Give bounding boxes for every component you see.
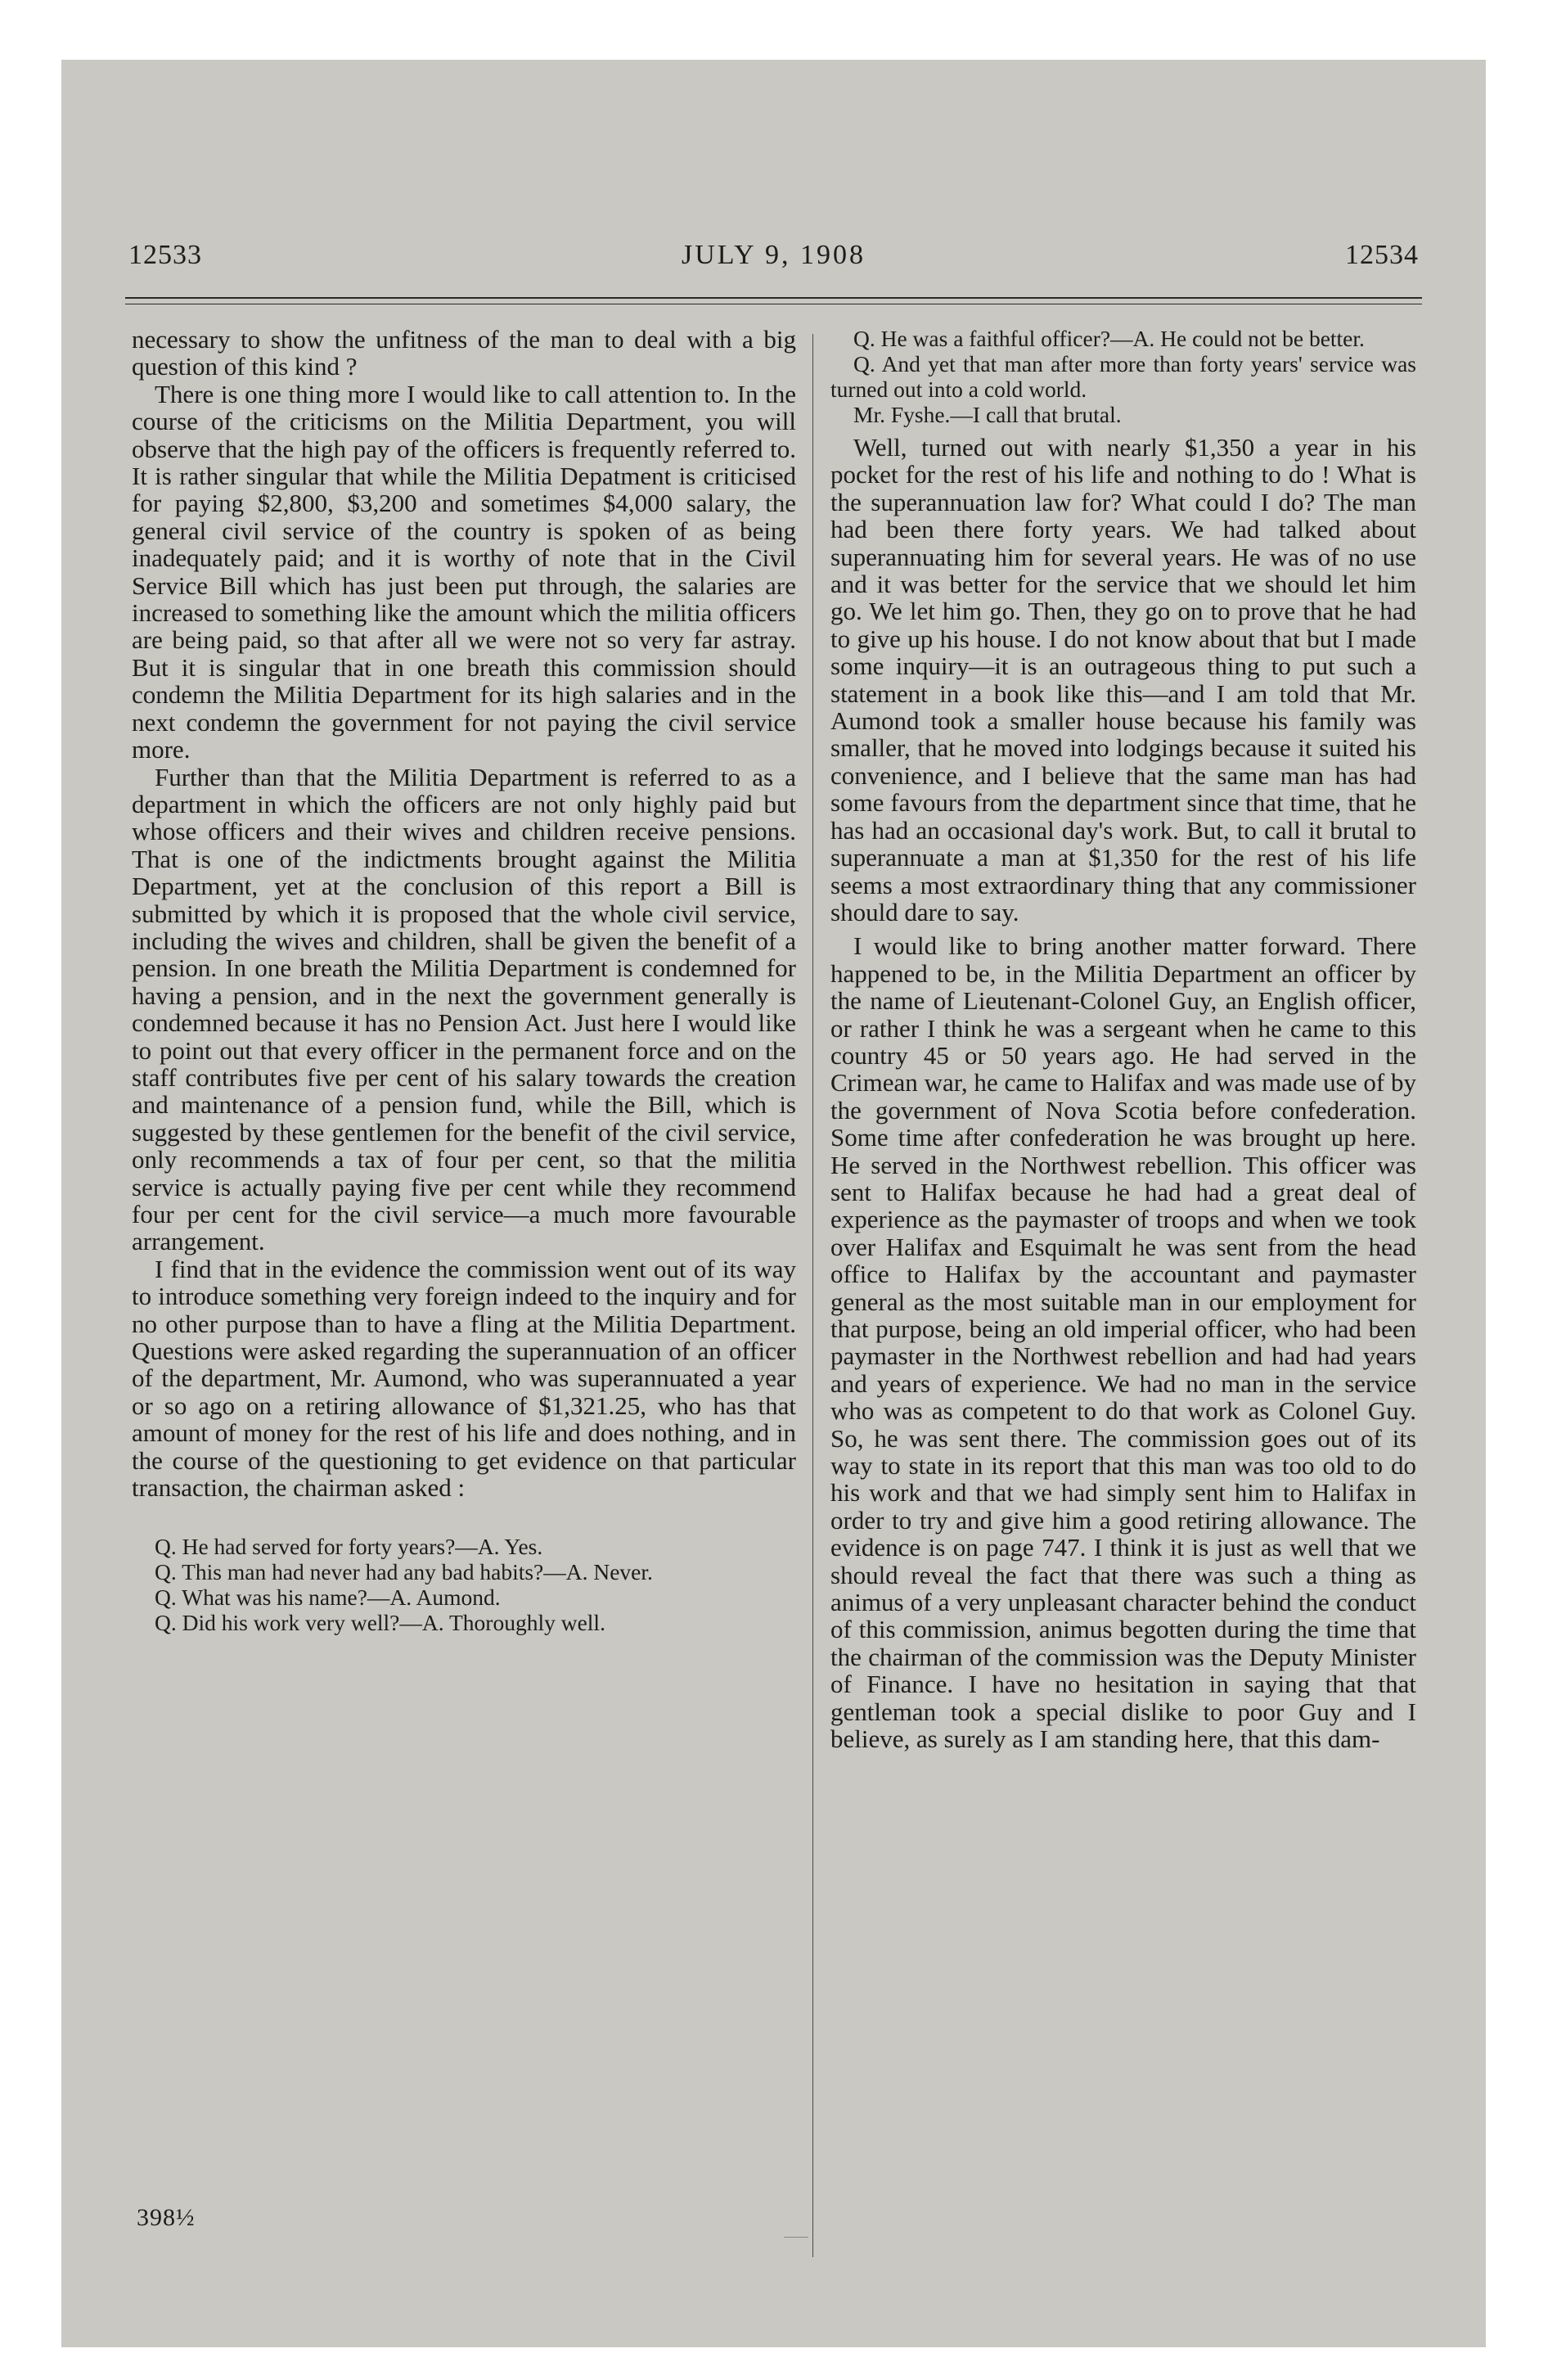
testimony-line: Q. And yet that man after more than forty years' service was turned out into a cold world. xyxy=(830,351,1416,402)
testimony-line: Mr. Fyshe.—I call that brutal. xyxy=(853,402,1122,427)
header-rule-thick xyxy=(125,297,1422,299)
testimony-line: Q. This man had never had any bad habits?—A. Never. xyxy=(155,1559,653,1585)
column-divider xyxy=(812,334,813,2257)
page-number-left: 12533 xyxy=(128,240,202,270)
testimony-line: Q. He was a faithful officer?—A. He could not be better. xyxy=(853,326,1365,351)
scanned-page xyxy=(61,60,1486,2347)
paragraph: necessary to show the unfitness of the man to deal with a big question of this kind ? xyxy=(132,325,796,381)
left-column xyxy=(132,326,796,1635)
paragraph: I find that in the evidence the commission went out of its way to introduce something very foreign indeed to the inquiry and for no other purpose than to have a fling at the Militia Department. Questions were asked regarding the superannuation of an officer of the department, Mr. Aumond, who was superannuated a year or so ago on a retiring allowance of $1,321.25, who has that amount of money for the rest of his life and does nothing, and in the course of the questioning to get evidence on that particular transaction, the chairman asked : xyxy=(132,1254,796,1503)
print-mark xyxy=(784,2237,808,2238)
right-column xyxy=(830,326,1416,1753)
testimony-line: Q. He had served for forty years?—A. Yes. xyxy=(155,1534,543,1560)
paragraph: There is one thing more I would like to call attention to. In the course of the criticisms on the Militia Department, you will observe that the high pay of the officers is frequently referred to. It is rather singular that while the Militia Depatment is criticised for paying $2,800, $3,200 and sometimes $4,000 salary, the general civil service of the country is spoken of as being inadequately paid; and it is worthy of note that in the Civil Service Bill which has just been put through, the salaries are increased to something like the amount which the militia officers are being paid, so that after all we were not so very far astray. But it is singular that in one breath this commission should condemn the Militia Department for its high salaries and in the next condemn the government for not paying the civil service more. xyxy=(132,379,796,764)
hansard-page xyxy=(125,142,1422,2270)
page-date: JULY 9, 1908 xyxy=(682,240,866,270)
paragraph: Well, turned out with nearly $1,350 a year in his pocket for the rest of his life and nothing to do ! What is the superannuation law for? What could I do? The man had been there forty years. We had talked about superannuating him for several years. He was of no use and it was better for the service that we should let him go. We let him go. Then, they go on to prove that he had to give up his house. I do not know about that but I made some inquiry—it is an outrageous thing to put such a statement in a book like this—and I am told that Mr. Aumond took a smaller house because his family was smaller, that he moved into lodgings because it suited his convenience, and I believe that the same man has had some favours from the department since that time, that he has had an occasional day's work. But, to call it brutal to superannuate a man at $1,350 for the rest of his life seems a most extraordinary thing that any commissioner should dare to say. xyxy=(830,433,1416,926)
paragraph: Further than that the Militia Department is referred to as a department in which the officers are not only highly paid but whose officers and their wives and children receive pensions. That is one of the indictments brought against the Militia Department, yet at the conclusion of this report a Bill is submitted by which it is proposed that the whole civil service, including the wives and children, shall be given the benefit of a pension. In one breath the Militia Department is condemned for having a pension, and in the next the government generally is condemned because it has no Pension Act. Just here I would like to point out that every officer in the permanent force and on the staff contributes five per cent of his salary towards the creation and maintenance of a pension fund, while the Bill, which is suggested by these gentlemen for the benefit of the civil service, only recommends a tax of four per cent, so that the militia service is actually paying five per cent while they recommend four per cent for the civil service—a much more favourable arrangement. xyxy=(132,762,796,1256)
page-number-right: 12534 xyxy=(1345,240,1419,270)
testimony-line: Q. Did his work very well?—A. Thoroughly well. xyxy=(155,1610,605,1636)
paragraph: I would like to bring another matter forward. There happened to be, in the Militia Department an officer by the name of Lieutenant-Colonel Guy, an English officer, or rather I think he was a sergeant when he came to this country 45 or 50 years ago. He had served in the Crimean war, he came to Halifax and was made use of by the government of Nova Scotia before confederation. Some time after confederation he was brought up here. He served in the Northwest rebellion. This officer was sent to Halifax because he had had a great deal of experience as the paymaster of troops and when we took over Halifax and Esquimalt he was sent from the head office to Halifax by the accountant and paymaster general as the most suitable man in our employment for that purpose, being an old imperial officer, who had been paymaster in the Northwest rebellion and had had years and years of experience. We had no man in the service who was as competent to do that work as Colonel Guy. So, he was sent there. The commission goes out of its way to state in its report that this man was too old to do his work and that we had simply sent him to Halifax in order to try and give him a good retiring allowance. The evidence is on page 747. I think it is just as well that we should reveal the fact that there was such a thing as animus of a very unpleasant character behind the conduct of this commission, animus begotten during the time that the chairman of the commission was the Deputy Minister of Finance. I have no hesitation in saying that that gentleman took a special dislike to poor Guy and I believe, as surely as I am standing here, that this dam- xyxy=(830,931,1416,1754)
folio-mark: 398½ xyxy=(137,2204,196,2231)
page-header xyxy=(125,240,1422,281)
testimony-line: Q. What was his name?—A. Aumond. xyxy=(155,1584,501,1611)
